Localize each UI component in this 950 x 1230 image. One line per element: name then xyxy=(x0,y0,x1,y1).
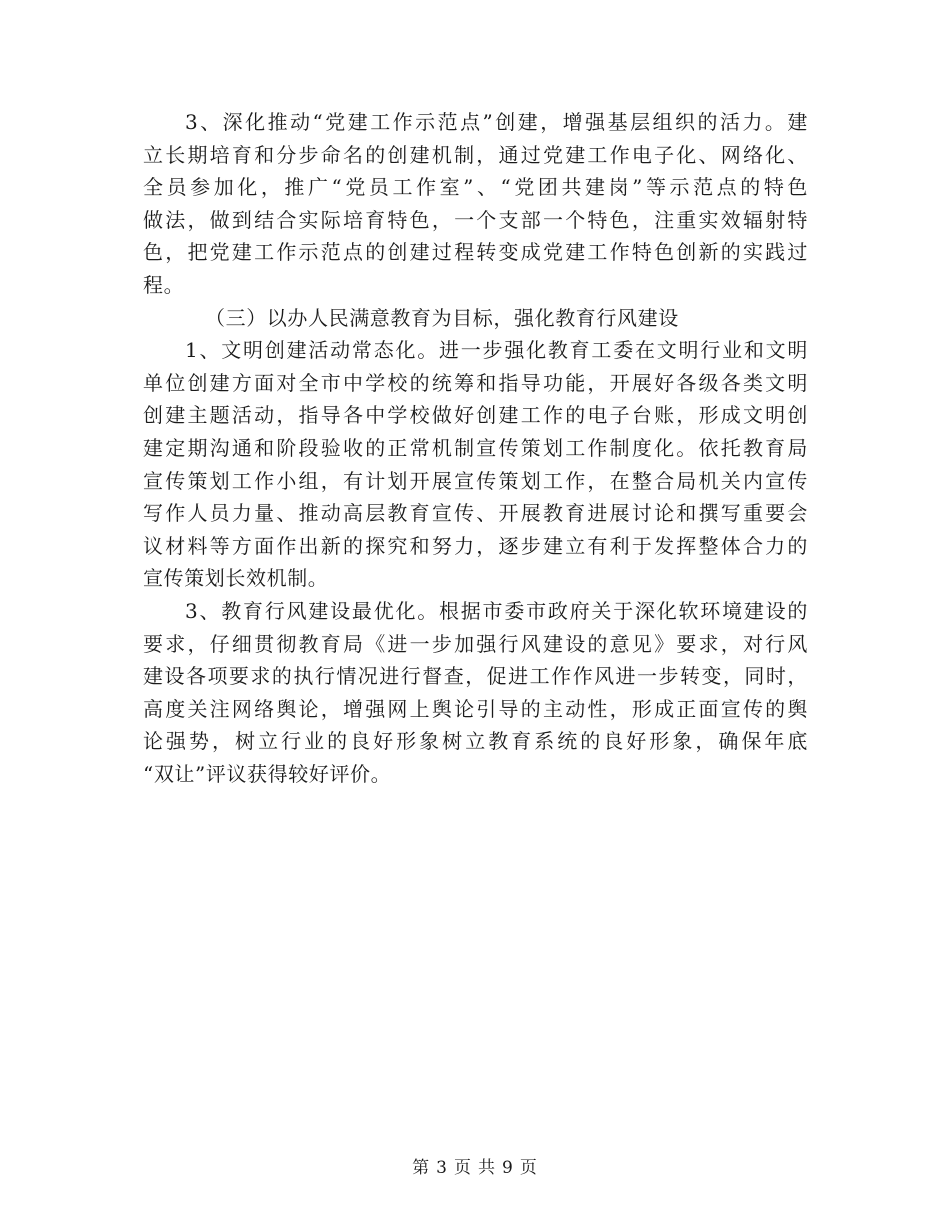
document-body xyxy=(143,106,808,790)
page-footer xyxy=(0,1153,950,1178)
text-line: 宣传策划工作小组，有计划开展宣传策划工作，在整合局机关内宣传 xyxy=(143,468,808,493)
text-line: 1、文明创建活动常态化。进一步强化教育工委在文明行业和文明 xyxy=(185,338,808,363)
text-line: 创建主题活动，指导各中学校做好创建工作的电子台账，形成文明创 xyxy=(143,403,808,428)
footer-ye2: 页 xyxy=(519,1158,538,1178)
text-line: 论强势，树立行业的良好形象树立教育系统的良好形象，确保年底 xyxy=(143,729,808,754)
text-line: 做法，做到结合实际培育特色，一个支部一个特色，注重实效辐射特 xyxy=(143,207,808,232)
text-line: 写作人员力量、推动高层教育宣传、开展教育进展讨论和撰写重要会 xyxy=(143,501,808,526)
text-line: 3、深化推动“党建工作示范点”创建，增强基层组织的活力。建 xyxy=(185,110,808,134)
text-line: 色，把党建工作示范点的创建过程转变成党建工作特色创新的实践过 xyxy=(143,240,808,265)
text-line: “双让”评议获得较好评价。 xyxy=(143,761,392,786)
text-line: 宣传策划长效机制。 xyxy=(143,566,329,591)
text-line: 程。 xyxy=(143,272,185,297)
footer-di: 第 xyxy=(412,1158,431,1178)
page-number-total: 9 xyxy=(502,1158,514,1178)
text-line: 议材料等方面作出新的探究和努力，逐步建立有利于发挥整体合力的 xyxy=(143,533,808,558)
footer-ye: 页 xyxy=(454,1158,472,1178)
footer-gong: 共 xyxy=(478,1158,496,1178)
page-number-current: 3 xyxy=(436,1158,448,1178)
text-line: 立长期培育和分步命名的创建机制，通过党建工作电子化、网络化、 xyxy=(143,142,808,167)
text-line: 建定期沟通和阶段验收的正常机制宣传策划工作制度化。依托教育局 xyxy=(143,435,808,460)
text-line: 建设各项要求的执行情况进行督查，促进工作作风进一步转变，同时， xyxy=(143,664,808,689)
text-line: 3、教育行风建设最优化。根据市委市政府关于深化软环境建设的 xyxy=(185,598,808,623)
text-line: 要求，仔细贯彻教育局《进一步加强行风建设的意见》要求，对行风 xyxy=(143,631,808,656)
text-line: 单位创建方面对全市中学校的统筹和指导功能，开展好各级各类文明 xyxy=(143,370,808,395)
text-line: 高度关注网络舆论，增强网上舆论引导的主动性，形成正面宣传的舆 xyxy=(143,696,808,721)
text-line: 全员参加化，推广“党员工作室”、“党团共建岗”等示范点的特色 xyxy=(143,175,808,200)
section-heading: （三）以办人民满意教育为目标，强化教育行风建设 xyxy=(205,305,679,330)
